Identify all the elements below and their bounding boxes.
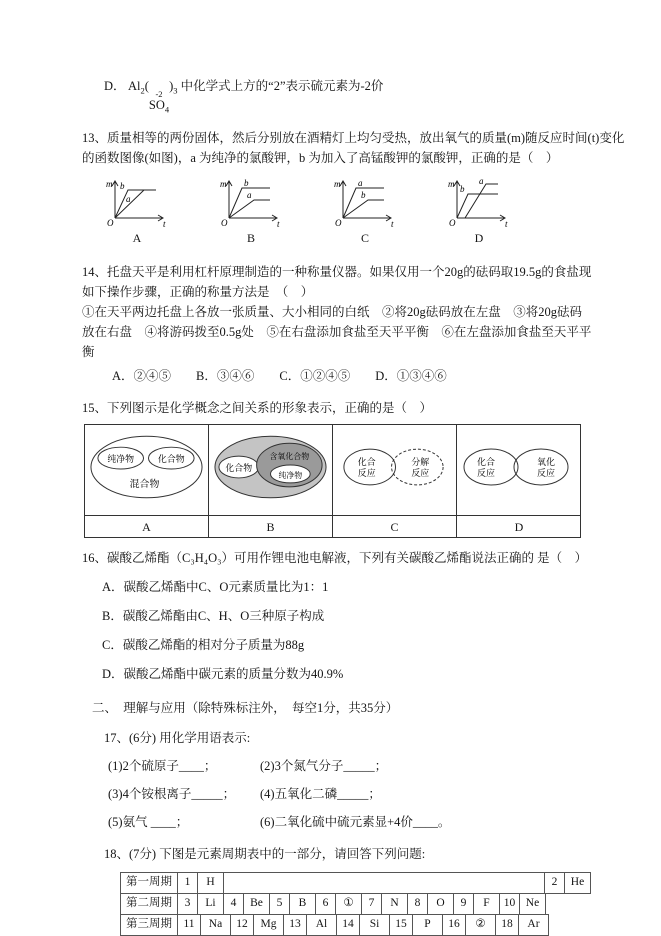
label-mixture: 混合物 xyxy=(129,478,160,490)
element-number: 13 xyxy=(283,914,307,936)
element-symbol: Ne xyxy=(519,893,546,915)
graph-c-letter: C xyxy=(360,230,369,245)
element-symbol: Be xyxy=(243,893,270,915)
question-14-step-line-1: ①在天平两边托盘上各放一张质量、大小相同的白纸 ②将20g砝码放在左盘 ③将20g砝码 xyxy=(82,304,583,319)
label-combination-1: 化合 xyxy=(357,456,376,467)
venn-diagram-b xyxy=(209,425,332,515)
question-16-stem: 16、碳酸乙烯酯（C₃H₄O₃）可用作锂电池电解液，下列有关碳酸乙烯酯说法正确的 是（ ） xyxy=(82,550,588,565)
question-16-option-a: A．碳酸乙烯酯中C、O元素质量比为1：1 xyxy=(102,579,329,594)
element-symbol: N xyxy=(381,893,408,915)
formula-paren-close: ) xyxy=(169,79,174,93)
formula-group: $SO_4$ xyxy=(148,97,170,114)
element-symbol: O xyxy=(427,893,454,915)
element-number: 7 xyxy=(361,893,382,915)
q17-blank-2: (2)3个氮气分子_____； xyxy=(260,758,388,773)
element-number: 1 xyxy=(177,872,198,894)
q17-blank-5: (5)氨气 ____； xyxy=(108,814,189,829)
formula-subscript: 2 xyxy=(140,85,145,96)
label-compound: 化合物 xyxy=(225,462,253,473)
y-axis-label: m xyxy=(334,178,341,189)
periodic-row-1 xyxy=(120,872,591,894)
origin-label: O xyxy=(107,217,114,228)
label-decomposition-1: 分解 xyxy=(411,456,430,467)
question-18-stem: 18、(7分) 下图是元素周期表中的一部分，请回答下列问题: xyxy=(104,846,426,861)
periodic-table xyxy=(120,872,591,936)
question-14-step-line-2: 放在右盘 ④将游码拨至0.5g处 ⑤在右盘添加食盐至天平平衡 ⑥在左盘添加食盐至天平平 xyxy=(82,324,592,339)
formula-base: Al xyxy=(127,79,141,93)
origin-label: O xyxy=(335,217,342,228)
origin-label: O xyxy=(221,217,228,228)
question-16-option-c: C．碳酸乙烯酯的相对分子质量为88g xyxy=(102,637,305,652)
curve-b xyxy=(115,190,156,218)
empty-cell xyxy=(223,872,545,894)
question-17-row-2 xyxy=(108,784,591,804)
y-axis-label: m xyxy=(448,178,455,189)
question-14-options: A．②④⑤ B．③④⑥ C．①②④⑤ D．①③④⑥ xyxy=(112,368,447,383)
curve-a-label: a xyxy=(126,193,131,204)
option-d-text: 中化学式上方的“2”表示硫元素为-2价 xyxy=(180,79,384,93)
element-symbol: B xyxy=(289,893,316,915)
element-number: 11 xyxy=(177,914,201,936)
curve-b-label: b xyxy=(361,189,366,200)
venn-diagram-d xyxy=(457,425,581,515)
question-17-stem: 17、(6分) 用化学用语表示: xyxy=(104,730,251,745)
left-ellipse xyxy=(464,449,518,485)
question-14-line-1: 14、托盘天平是利用杠杆原理制造的一种称量仪器。如果仅用一个20g的砝码取19.5g的食盐现 xyxy=(82,264,592,279)
period-3-label: 第三周期 xyxy=(120,914,178,936)
y-axis-label: m xyxy=(106,178,113,189)
element-symbol: Mg xyxy=(253,914,284,936)
label-combination-2: 反应 xyxy=(357,467,376,478)
question-13-graphs xyxy=(106,176,591,248)
x-axis-label: t xyxy=(277,218,280,228)
curve-b-label: b xyxy=(120,180,125,191)
y-axis-label: m xyxy=(220,178,227,189)
element-symbol: Al xyxy=(306,914,337,936)
origin-label: O xyxy=(449,217,456,228)
element-symbol-placeholder-2: ② xyxy=(465,914,496,936)
question-14-line-2: 如下操作步骤，正确的称量方法是 （ ） xyxy=(82,284,314,299)
chemical-formula xyxy=(127,79,178,114)
label-compound: 化合物 xyxy=(157,453,185,464)
element-symbol: F xyxy=(473,893,500,915)
q17-blank-1: (1)2个硫原子____； xyxy=(108,758,217,773)
venn-cell-d xyxy=(457,425,581,537)
element-symbol: P xyxy=(412,914,443,936)
element-number: 2 xyxy=(544,872,565,894)
element-symbol: He xyxy=(564,872,591,894)
formula-charge-stack xyxy=(149,90,169,114)
graph-c-plot xyxy=(334,176,396,228)
element-symbol: H xyxy=(197,872,224,894)
question-17-row-1 xyxy=(108,756,591,776)
x-axis-label: t xyxy=(163,218,166,228)
graph-a xyxy=(106,176,168,248)
x-axis xyxy=(229,215,277,221)
x-axis-label: t xyxy=(391,218,394,228)
x-axis-label: t xyxy=(505,218,508,228)
element-symbol: Si xyxy=(359,914,390,936)
curve-a xyxy=(465,184,498,218)
period-1-label: 第一周期 xyxy=(120,872,178,894)
question-13-line-1: 13、质量相等的两份固体，然后分别放在酒精灯上均匀受热，放出氧气的质量(m)随反应时间(t)变化 xyxy=(82,130,625,145)
venn-cell-c xyxy=(333,425,457,537)
venn-diagram-a xyxy=(85,425,208,515)
element-number: 4 xyxy=(223,893,244,915)
graph-a-plot xyxy=(106,176,168,228)
element-number: 10 xyxy=(499,893,520,915)
element-number: 8 xyxy=(407,893,428,915)
x-axis xyxy=(115,215,163,221)
venn-diagram-c xyxy=(333,425,456,515)
label-oxygen-compound: 含氧化合物 xyxy=(269,451,310,461)
element-number: 15 xyxy=(389,914,413,936)
formula-subscript: 3 xyxy=(173,85,178,96)
graph-b-letter: B xyxy=(246,230,255,245)
period-2-label: 第二周期 xyxy=(120,893,178,915)
option-d-label: D． xyxy=(104,79,126,93)
venn-letter-d: D xyxy=(457,515,581,537)
venn-letter-a: A xyxy=(85,515,208,537)
venn-letter-c: C xyxy=(333,515,456,537)
curve-b-label: b xyxy=(244,177,249,188)
graph-d-plot xyxy=(448,176,510,228)
venn-cell-b xyxy=(209,425,333,537)
question-15-diagram-table xyxy=(84,424,581,538)
graph-d-letter: D xyxy=(474,230,484,245)
periodic-row-2 xyxy=(120,893,591,915)
element-number: 14 xyxy=(336,914,360,936)
label-pure-substance: 纯净物 xyxy=(278,470,303,480)
question-13-line-2: 的函数图像(如图)，a 为纯净的氯酸钾，b 为加入了高锰酸钾的氯酸钾，正确的是（ ） xyxy=(82,150,559,165)
element-number: 16 xyxy=(442,914,466,936)
label-combination-2: 反应 xyxy=(476,467,496,478)
question-16-option-b: B．碳酸乙烯酯由C、H、O三种原子构成 xyxy=(102,608,325,623)
label-oxidation-1: 氧化 xyxy=(536,456,556,467)
label-oxidation-2: 反应 xyxy=(536,467,556,478)
element-number: 5 xyxy=(269,893,290,915)
element-number: 12 xyxy=(230,914,254,936)
element-number: 9 xyxy=(453,893,474,915)
q17-blank-3: (3)4个铵根离子_____； xyxy=(108,786,236,801)
q17-blank-4: (4)五氧化二磷_____； xyxy=(260,786,381,801)
graph-b-plot xyxy=(220,176,282,228)
graph-a-letter: A xyxy=(132,230,142,245)
graph-c xyxy=(334,176,396,248)
element-symbol: Li xyxy=(197,893,224,915)
element-symbol-placeholder-1: ① xyxy=(335,893,362,915)
question-16-option-d: D．碳酸乙烯酯中碳元素的质量分数为40.9% xyxy=(102,666,344,681)
curve-a-label: a xyxy=(247,189,252,200)
x-axis xyxy=(457,215,505,221)
x-axis xyxy=(343,215,391,221)
venn-cell-a xyxy=(85,425,209,537)
question-14-step-line-3: 衡 xyxy=(82,344,95,359)
formula-charge: -2 xyxy=(155,89,163,99)
graph-b xyxy=(220,176,282,248)
right-ellipse xyxy=(514,449,568,485)
element-symbol: Ar xyxy=(518,914,549,936)
curve-a-label: a xyxy=(358,177,363,188)
section-2-heading: 二、 理解与应用（除特殊标注外， 每空1分，共35分） xyxy=(92,700,399,715)
curve-b-label: b xyxy=(460,183,465,194)
label-combination-1: 化合 xyxy=(476,456,496,467)
q17-blank-6: (6)二氧化硫中硫元素显+4价____。 xyxy=(260,814,451,829)
question-12-option-d xyxy=(104,76,591,114)
element-symbol: Na xyxy=(200,914,231,936)
curve-a-label: a xyxy=(479,175,484,186)
question-17-row-3 xyxy=(108,812,591,832)
periodic-row-3 xyxy=(120,914,591,936)
element-number: 6 xyxy=(315,893,336,915)
element-number: 3 xyxy=(177,893,198,915)
label-decomposition-2: 反应 xyxy=(411,467,430,478)
venn-letter-b: B xyxy=(209,515,332,537)
element-number: 18 xyxy=(495,914,519,936)
graph-d xyxy=(448,176,510,248)
formula-paren-open: ( xyxy=(144,79,149,93)
label-pure-substance: 纯净物 xyxy=(107,453,135,464)
question-15-stem: 15、下列图示是化学概念之间关系的形象表示，正确的是（ ） xyxy=(82,400,433,415)
